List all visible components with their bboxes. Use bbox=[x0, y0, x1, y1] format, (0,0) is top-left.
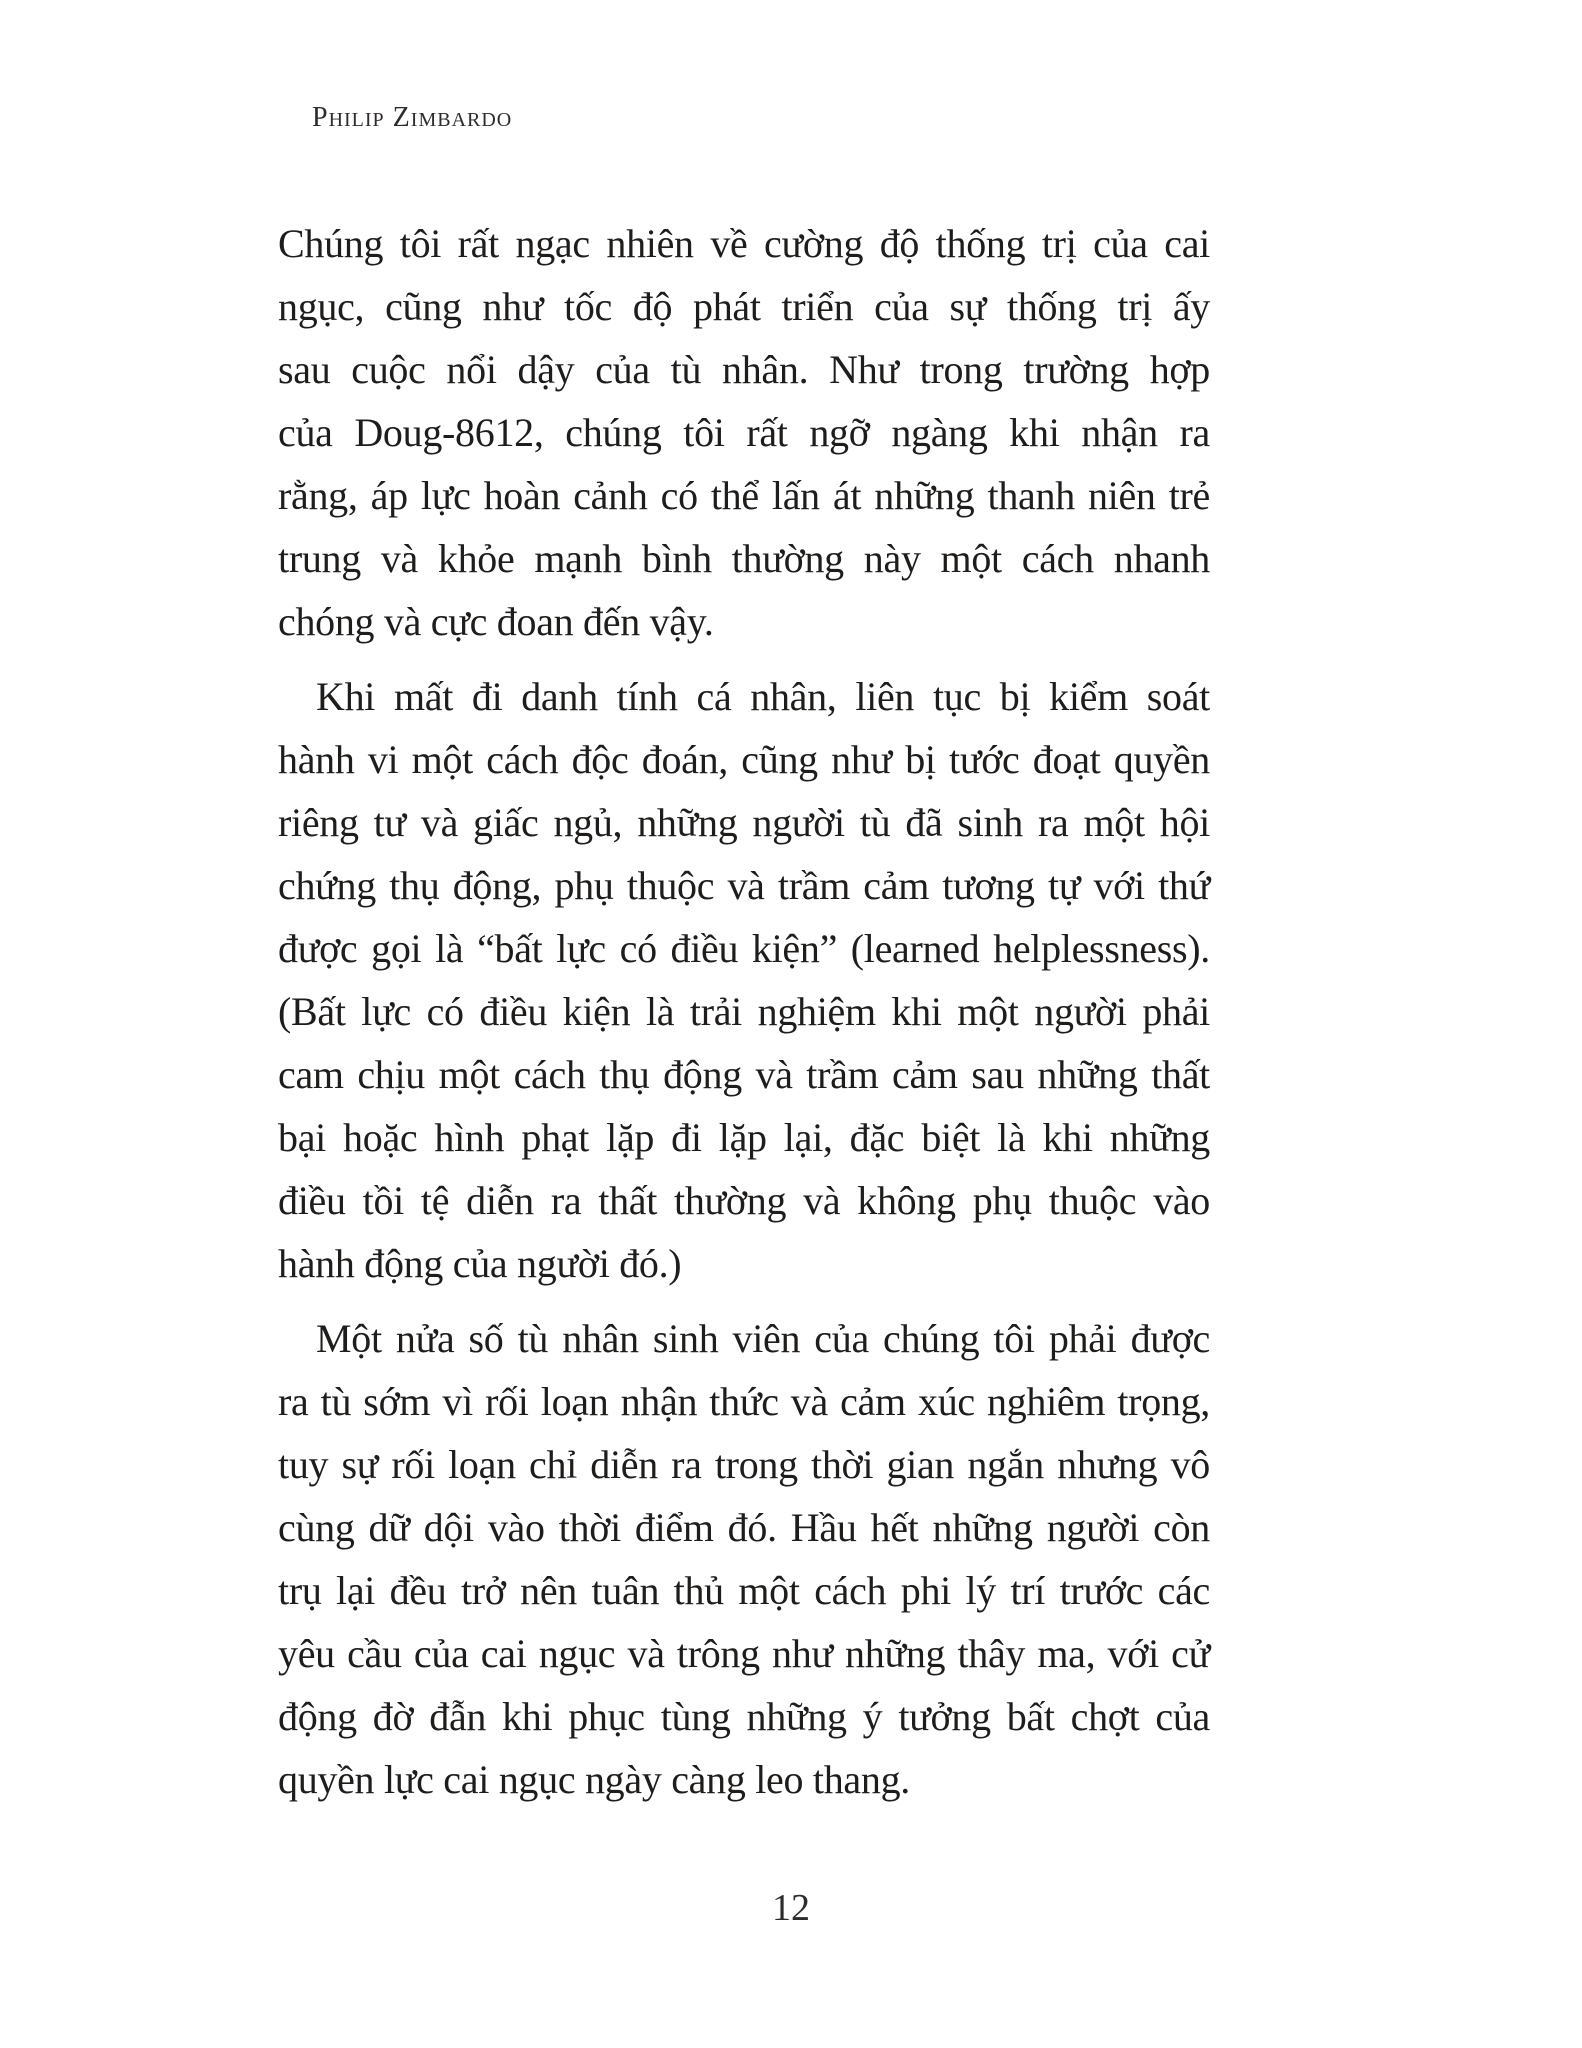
text-line: Khi mất đi danh tính cá nhân, liên tục bị kiểm soát bbox=[316, 674, 1210, 719]
paragraph bbox=[278, 1307, 1210, 1811]
text-line: ngục, cũng như tốc độ phát triển của sự thống trị ấy bbox=[278, 284, 1210, 329]
paragraph bbox=[278, 212, 1210, 653]
paragraph bbox=[278, 665, 1210, 1295]
text-line: động đờ đẫn khi phục tùng những ý tưởng bất chợt của bbox=[278, 1694, 1210, 1739]
text-line: rằng, áp lực hoàn cảnh có thể lấn át những thanh niên trẻ bbox=[278, 473, 1210, 518]
running-header: Philip Zimbardo bbox=[312, 102, 513, 133]
text-line: (Bất lực có điều kiện là trải nghiệm khi một người phải bbox=[278, 989, 1210, 1034]
text-line: bại hoặc hình phạt lặp đi lặp lại, đặc biệt là khi những bbox=[278, 1115, 1210, 1160]
text-line: điều tồi tệ diễn ra thất thường và không phụ thuộc vào bbox=[278, 1178, 1210, 1223]
text-line: hành động của người đó.) bbox=[278, 1241, 682, 1286]
text-line: Một nửa số tù nhân sinh viên của chúng tôi phải được bbox=[316, 1316, 1210, 1361]
text-line: trụ lại đều trở nên tuân thủ một cách phi lý trí trước các bbox=[278, 1568, 1210, 1613]
text-line: được gọi là “bất lực có điều kiện” (learned helplessness). bbox=[278, 926, 1210, 971]
text-line: cam chịu một cách thụ động và trầm cảm sau những thất bbox=[278, 1052, 1210, 1097]
text-line: chóng và cực đoan đến vậy. bbox=[278, 599, 714, 644]
text-line: ra tù sớm vì rối loạn nhận thức và cảm xúc nghiêm trọng, bbox=[278, 1379, 1210, 1424]
text-line: cùng dữ dội vào thời điểm đó. Hầu hết những người còn bbox=[278, 1505, 1210, 1550]
text-line: riêng tư và giấc ngủ, những người tù đã sinh ra một hội bbox=[278, 800, 1210, 845]
text-line: hành vi một cách độc đoán, cũng như bị tước đoạt quyền bbox=[278, 737, 1210, 782]
text-line: sau cuộc nổi dậy của tù nhân. Như trong trường hợp bbox=[278, 347, 1210, 392]
text-line: yêu cầu của cai ngục và trông như những thây ma, với cử bbox=[278, 1631, 1210, 1676]
text-line: Chúng tôi rất ngạc nhiên về cường độ thống trị của cai bbox=[278, 221, 1210, 266]
text-block bbox=[278, 212, 1210, 1811]
text-line: của Doug-8612, chúng tôi rất ngỡ ngàng khi nhận ra bbox=[278, 410, 1210, 455]
text-line: chứng thụ động, phụ thuộc và trầm cảm tương tự với thứ bbox=[278, 863, 1210, 908]
page-number: 12 bbox=[772, 1887, 810, 1929]
text-line: trung và khỏe mạnh bình thường này một cách nhanh bbox=[278, 536, 1210, 581]
text-line: tuy sự rối loạn chỉ diễn ra trong thời gian ngắn nhưng vô bbox=[278, 1442, 1210, 1487]
text-line: quyền lực cai ngục ngày càng leo thang. bbox=[278, 1757, 910, 1802]
